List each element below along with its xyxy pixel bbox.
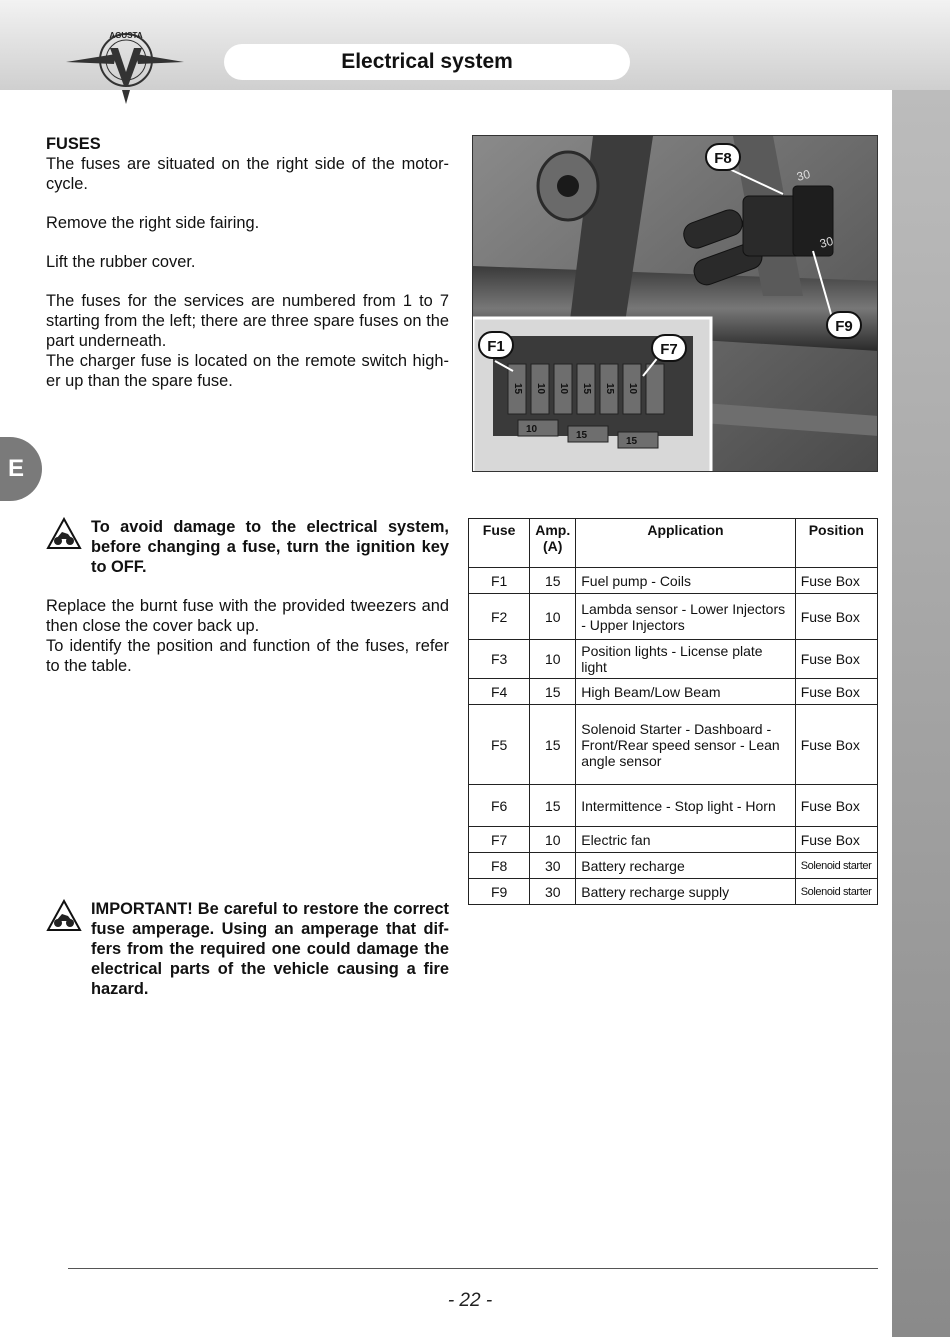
table-row — [469, 568, 878, 594]
fuse-cell: F6 — [469, 785, 530, 827]
table-row — [469, 853, 878, 879]
warning-text: To avoid damage to the electrical system, before changing a fuse, turn the ignition key to OFF. — [91, 518, 449, 576]
table-row — [469, 594, 878, 640]
fuse-cell: F1 — [469, 568, 530, 594]
column-header: Amp. (A) — [530, 519, 576, 568]
warning-icon — [46, 517, 82, 551]
logo-text: AGUSTA — [109, 31, 143, 40]
application-cell: Solenoid Starter - Dashboard - Front/Rear speed sensor - Lean angle sensor — [576, 705, 795, 785]
amp-cell: 15 — [530, 679, 576, 705]
warning-text: IMPORTANT! Be careful to restore the correct fuse amperage. Using an amperage that dif- fers from the required one could damage the electrical parts of the vehicle causing a fire hazard. — [91, 900, 449, 998]
table-row — [469, 827, 878, 853]
fuse-cell: F4 — [469, 679, 530, 705]
callout-f7: F7 — [660, 341, 678, 358]
position-cell: Fuse Box — [795, 568, 877, 594]
footer-divider — [68, 1268, 878, 1269]
instructions — [46, 596, 449, 676]
table-row — [469, 879, 878, 905]
paragraph: Replace the burnt fuse with the provided tweezers and then close the cover back up. — [46, 597, 449, 635]
column-header: Position — [795, 519, 877, 568]
callout-f1: F1 — [487, 338, 505, 355]
fuse-cell: F7 — [469, 827, 530, 853]
fuse-cell: F8 — [469, 853, 530, 879]
fuse-marking: 10 — [535, 383, 546, 395]
fuse-cell: F3 — [469, 640, 530, 679]
position-cell: Fuse Box — [795, 827, 877, 853]
position-cell: Fuse Box — [795, 705, 877, 785]
section-heading: FUSES — [46, 135, 101, 153]
amp-cell: 10 — [530, 640, 576, 679]
amp-cell: 15 — [530, 785, 576, 827]
fuse-marking: 15 — [576, 430, 588, 441]
paragraph: Remove the right side fairing. — [46, 214, 260, 232]
paragraph: The fuses are situated on the right side of the motor- cycle. — [46, 155, 449, 193]
fuses-section — [46, 134, 449, 391]
table-header-row — [469, 519, 878, 568]
column-header: Fuse — [469, 519, 530, 568]
fuse-marking: 15 — [581, 383, 592, 395]
fuse-marking: 30 — [795, 166, 812, 184]
amp-cell: 15 — [530, 705, 576, 785]
fuse-marking: 10 — [558, 383, 569, 395]
fuse-marking: 15 — [604, 383, 615, 395]
application-cell: Battery recharge supply — [576, 879, 795, 905]
warning-amperage — [46, 899, 449, 999]
application-cell: Position lights - License plate light — [576, 640, 795, 679]
fuse-cell: F2 — [469, 594, 530, 640]
callout-f8: F8 — [714, 150, 732, 167]
amp-cell: 30 — [530, 853, 576, 879]
paragraph: Lift the rubber cover. — [46, 253, 196, 271]
table-row — [469, 785, 878, 827]
fuse-marking: 15 — [626, 436, 638, 447]
warning-icon — [46, 899, 82, 933]
position-cell: Fuse Box — [795, 785, 877, 827]
amp-cell: 10 — [530, 827, 576, 853]
position-cell: Fuse Box — [795, 640, 877, 679]
language-tab: E — [0, 437, 42, 501]
warning-ignition — [46, 517, 449, 577]
fuse-marking: 10 — [526, 424, 538, 435]
application-cell: Intermittence - Stop light - Horn — [576, 785, 795, 827]
table-row — [469, 640, 878, 679]
fuse-box-photo — [472, 135, 878, 472]
position-cell: Solenoid starter — [795, 853, 877, 879]
fuse-cell: F9 — [469, 879, 530, 905]
column-header: Application — [576, 519, 795, 568]
application-cell: Electric fan — [576, 827, 795, 853]
position-cell: Fuse Box — [795, 679, 877, 705]
amp-cell: 10 — [530, 594, 576, 640]
paragraph: The charger fuse is located on the remote switch high- er up than the spare fuse. — [46, 352, 449, 390]
paragraph: The fuses for the services are numbered from 1 to 7 starting from the left; there are three spare fuses on the part underneath. — [46, 292, 449, 350]
table-row — [469, 679, 878, 705]
fuse-table — [468, 518, 878, 905]
paragraph: To identify the position and function of the fuses, refer to the table. — [46, 637, 449, 675]
amp-cell: 30 — [530, 879, 576, 905]
brand-logo — [66, 20, 184, 104]
page-number: - 22 - — [447, 1290, 493, 1311]
fuse-marking: 10 — [627, 383, 638, 395]
position-cell: Fuse Box — [795, 594, 877, 640]
fuse-marking: 30 — [818, 233, 835, 251]
amp-cell: 15 — [530, 568, 576, 594]
page-title: Electrical system — [224, 44, 630, 80]
side-band — [892, 90, 950, 1337]
callout-f9: F9 — [835, 318, 853, 335]
fuse-marking: 15 — [512, 383, 523, 395]
application-cell: High Beam/Low Beam — [576, 679, 795, 705]
table-row — [469, 705, 878, 785]
fuse-cell: F5 — [469, 705, 530, 785]
application-cell: Battery recharge — [576, 853, 795, 879]
position-cell: Solenoid starter — [795, 879, 877, 905]
application-cell: Lambda sensor - Lower Injectors - Upper Injectors — [576, 594, 795, 640]
application-cell: Fuel pump - Coils — [576, 568, 795, 594]
